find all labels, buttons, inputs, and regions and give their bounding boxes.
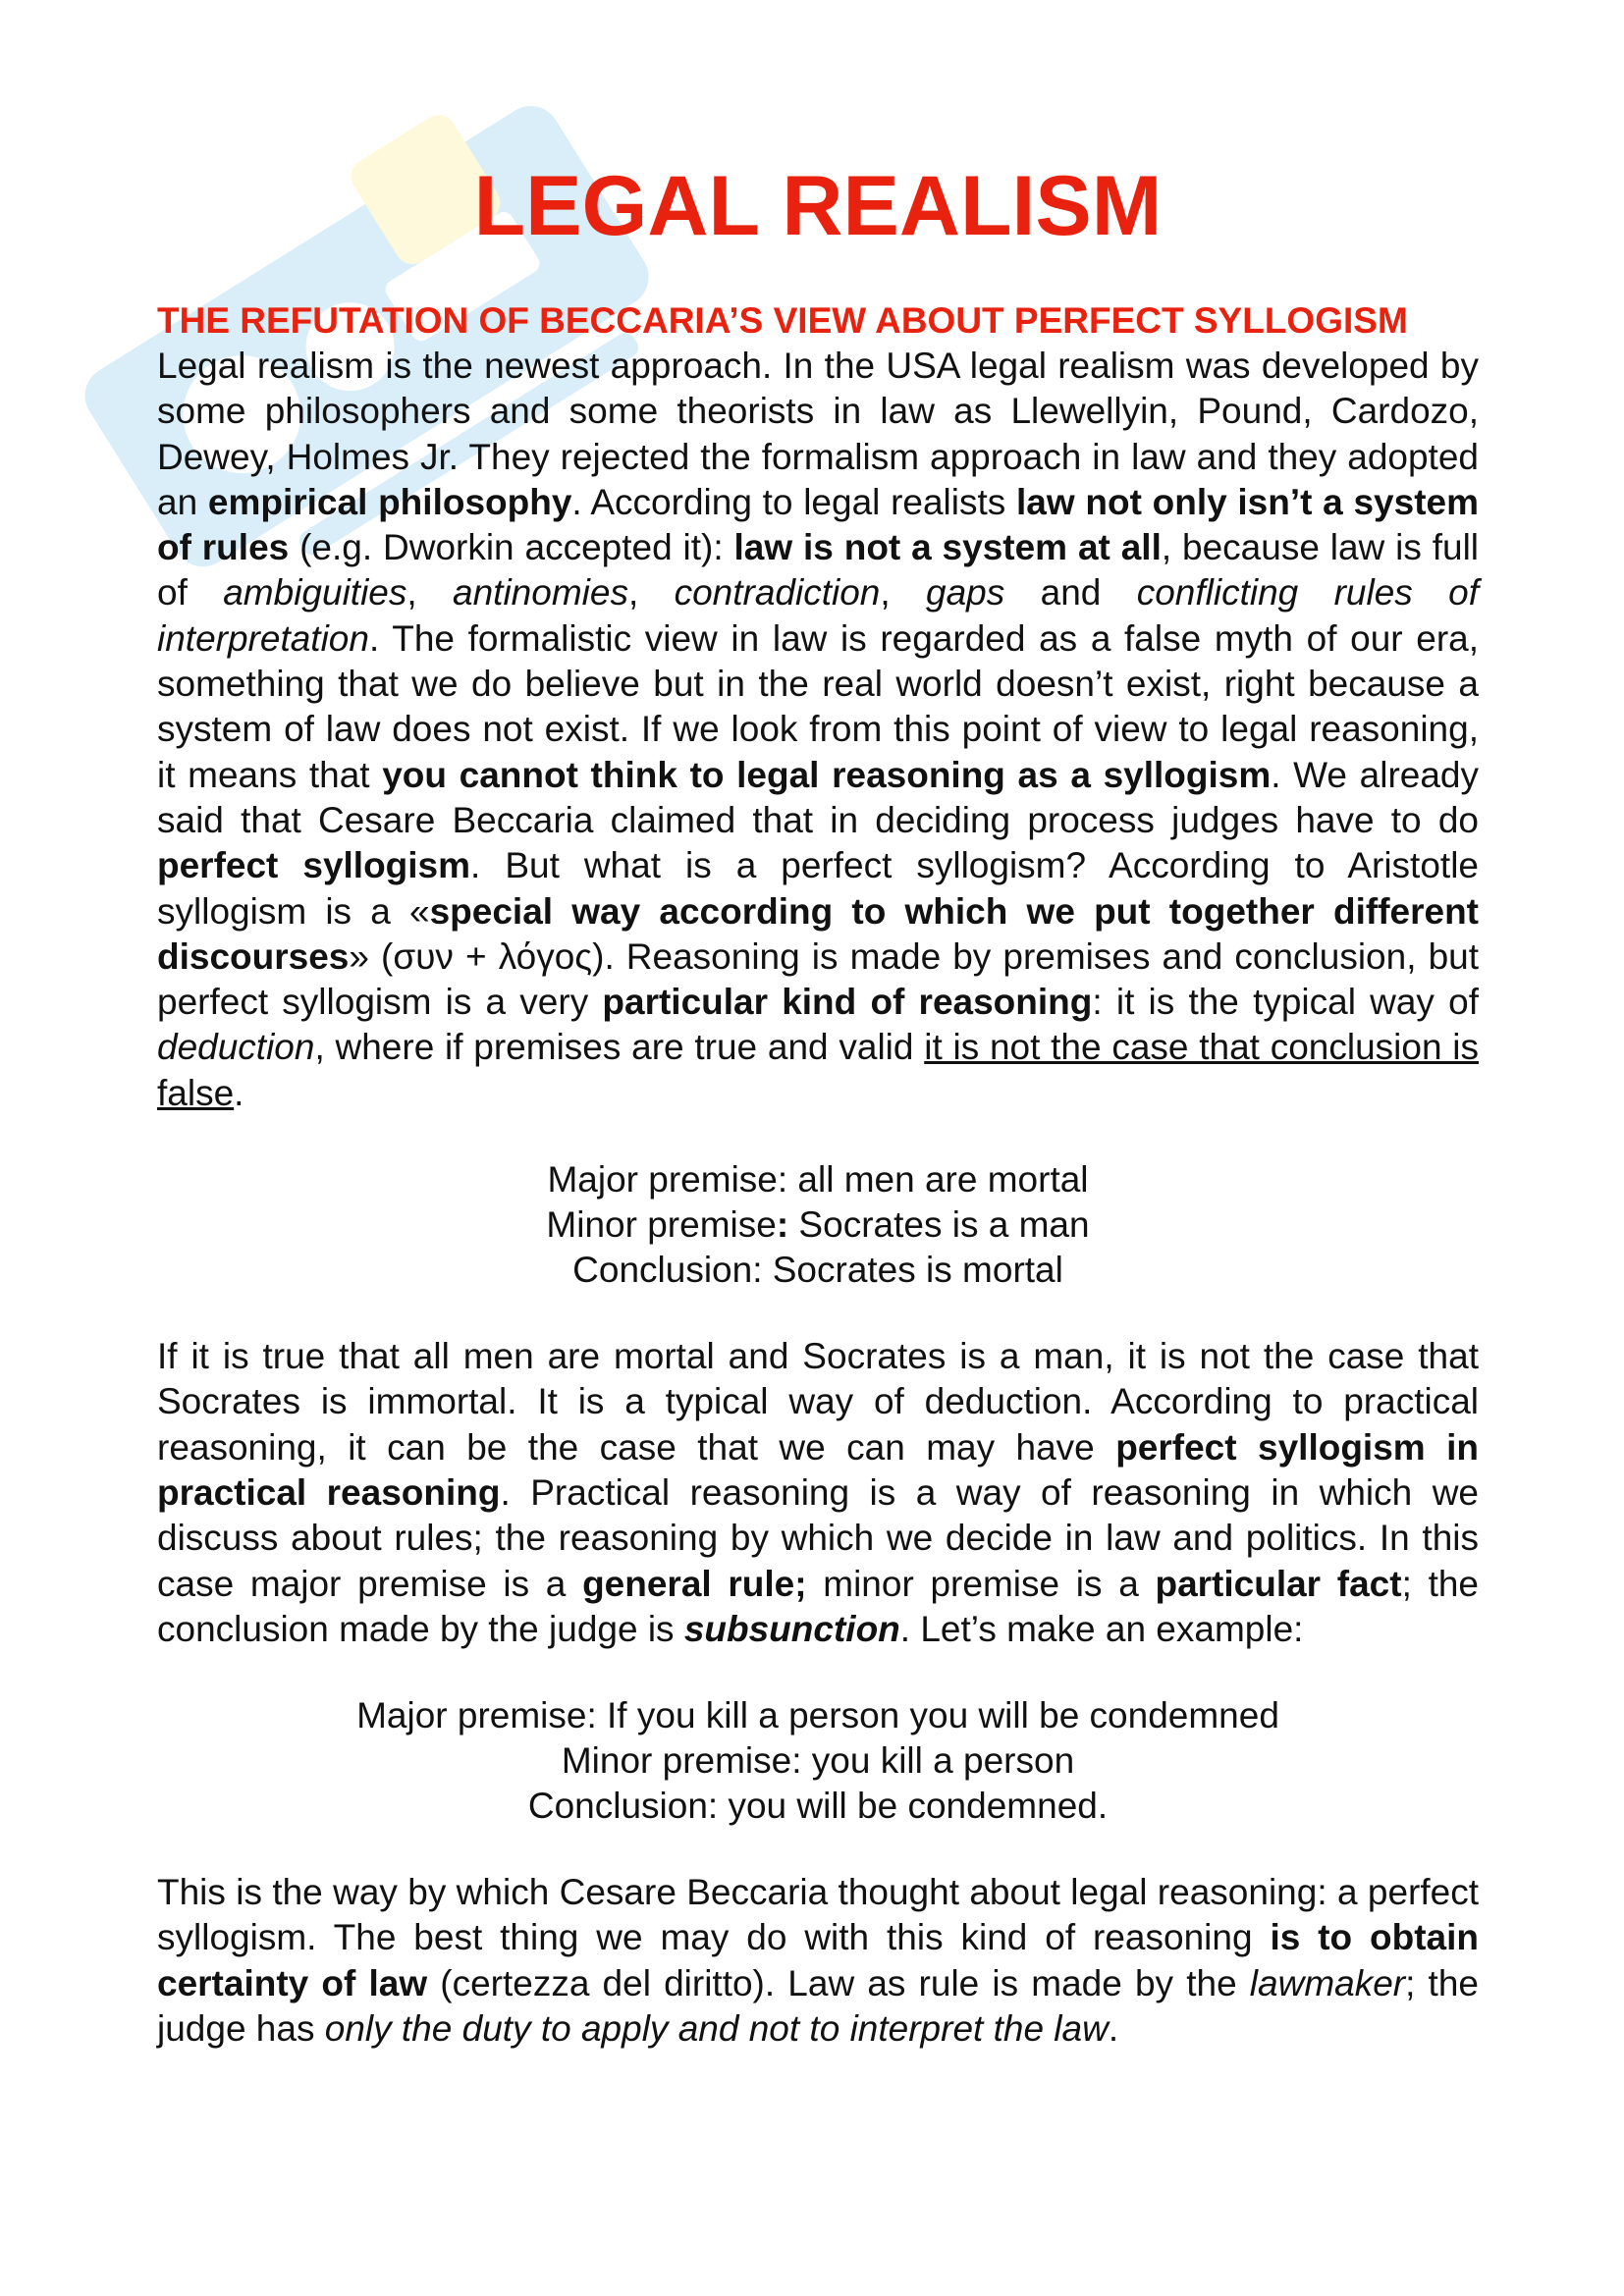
conclusion: Conclusion: you will be condemned. (527, 1786, 1109, 1827)
text-run: , because law is full of (157, 527, 1480, 614)
text-run: . (1108, 2008, 1119, 2050)
text-run: . Practical reasoning is a way of reasoning in which we discuss about rules; the reasoning by which we decide in law and politics. In this case major premise is a (157, 1471, 1479, 1604)
bold-italic-text: subsunction (683, 1608, 900, 1649)
italic-text: deduction (157, 1027, 315, 1068)
bold-text: particular fact (1155, 1563, 1402, 1604)
page-title: LEGAL REALISM (473, 159, 1163, 253)
spacer (157, 1829, 1479, 1870)
text-run: . The formalistic view in law is regarded as a false myth of our era, something that we do believe but in the real world doesn’t exist, right because a system of law does not exist. If we look from this point of view to legal reasoning, it means that (157, 617, 1479, 795)
text-run: (certezza del diritto). Law as rule is made by the (427, 1962, 1250, 2003)
text-run: This is the way by which Cesare Beccaria thought about legal reasoning: a perfect syllogism. The best thing we may do with this kind of reasoning (157, 1872, 1479, 1958)
text-run: ; the conclusion made by the judge is (157, 1563, 1480, 1649)
italic-text: conflicting rules of interpretation (157, 572, 1480, 659)
spacer (157, 1116, 1479, 1157)
italic-text: antinomies (453, 572, 628, 614)
text-run: and (1004, 572, 1137, 614)
text-run: , (406, 572, 454, 614)
bold-text: special way according to which we put together different discourses (157, 890, 1479, 977)
conclusion: Conclusion: Socrates is mortal (572, 1250, 1063, 1291)
bold-text: perfect syllogism in practical reasoning (157, 1426, 1479, 1513)
text-run: Legal realism is the newest approach. In the USA legal realism was developed by some philosophers and some theorists in law as Llewellyin, Pound, Cardozo, Dewey, Holmes Jr. They rejected the formalism approach in law and they adopted an (157, 346, 1479, 522)
major-premise: Major premise: If you kill a person you will be condemned (356, 1695, 1279, 1736)
text-run: , where if premises are true and valid (314, 1027, 925, 1068)
text-run: » (συν + λόγος). Reasoning is made by premises and conclusion, but perfect syllogism is a very (157, 935, 1479, 1023)
bold-text: general rule; (582, 1563, 807, 1604)
minor-premise: Minor premise: you kill a person (561, 1740, 1075, 1782)
syllogism-example-1 (157, 1157, 1479, 1293)
text-run: . But what is a perfect syllogism? According to Aristotle syllogism is a « (157, 845, 1479, 932)
major-premise: Major premise: all men are mortal (547, 1159, 1089, 1201)
italic-text: gaps (926, 572, 1005, 614)
text-run: . We already said that Cesare Beccaria claimed that in deciding process judges have to do (157, 754, 1479, 840)
text-run: (e.g. Dworkin accepted it): (289, 527, 734, 568)
spacer (157, 1652, 1479, 1693)
text-run: Socrates is a man (788, 1204, 1090, 1246)
text-run: ; the judge has (157, 1962, 1479, 2050)
italic-text: ambiguities (223, 572, 407, 614)
text-run: Minor premise (546, 1204, 777, 1246)
paragraph-1 (157, 344, 1479, 1116)
syllogism-example-2 (157, 1693, 1479, 1829)
bold-text: perfect syllogism (157, 845, 471, 886)
minor-premise (157, 1202, 1479, 1248)
bold-text: : (776, 1204, 789, 1246)
text-run: . According to legal realists (571, 481, 1017, 522)
text-run: , (880, 572, 927, 614)
text-run: If it is true that all men are mortal and Socrates is a man, it is not the case that Socrates is immortal. It is a typical way of deduction. According to practical reasoning, it can be the case that we can may have (157, 1336, 1479, 1468)
document-page (157, 157, 1479, 2052)
text-run: minor premise is a (806, 1563, 1156, 1604)
bold-text: empirical philosophy (207, 481, 572, 522)
text-run: : it is the typical way of (1092, 982, 1479, 1023)
text-run: , (627, 572, 675, 614)
underlined-text: it is not the case that conclusion is false (157, 1027, 1480, 1113)
section-subtitle: THE REFUTATION OF BECCARIA’S VIEW ABOUT PERFECT SYLLOGISM (157, 300, 1408, 341)
paragraph-2 (157, 1334, 1479, 1652)
bold-text: law not only isn’t a system of rules (157, 481, 1480, 568)
bold-text: you cannot think to legal reasoning as a syllogism (382, 754, 1272, 795)
bold-text: law is not a system at all (733, 527, 1162, 568)
italic-text: contradiction (674, 572, 881, 614)
italic-text: only the duty to apply and not to interpret the law (324, 2008, 1109, 2050)
text-run: . Let’s make an example: (899, 1608, 1304, 1649)
italic-text: lawmaker (1249, 1962, 1406, 2003)
spacer (157, 1293, 1479, 1334)
bold-text: particular kind of reasoning (602, 982, 1093, 1023)
bold-text: is to obtain certainty of law (157, 1917, 1479, 2003)
paragraph-3 (157, 1870, 1479, 2052)
text-run: . (234, 1072, 244, 1113)
